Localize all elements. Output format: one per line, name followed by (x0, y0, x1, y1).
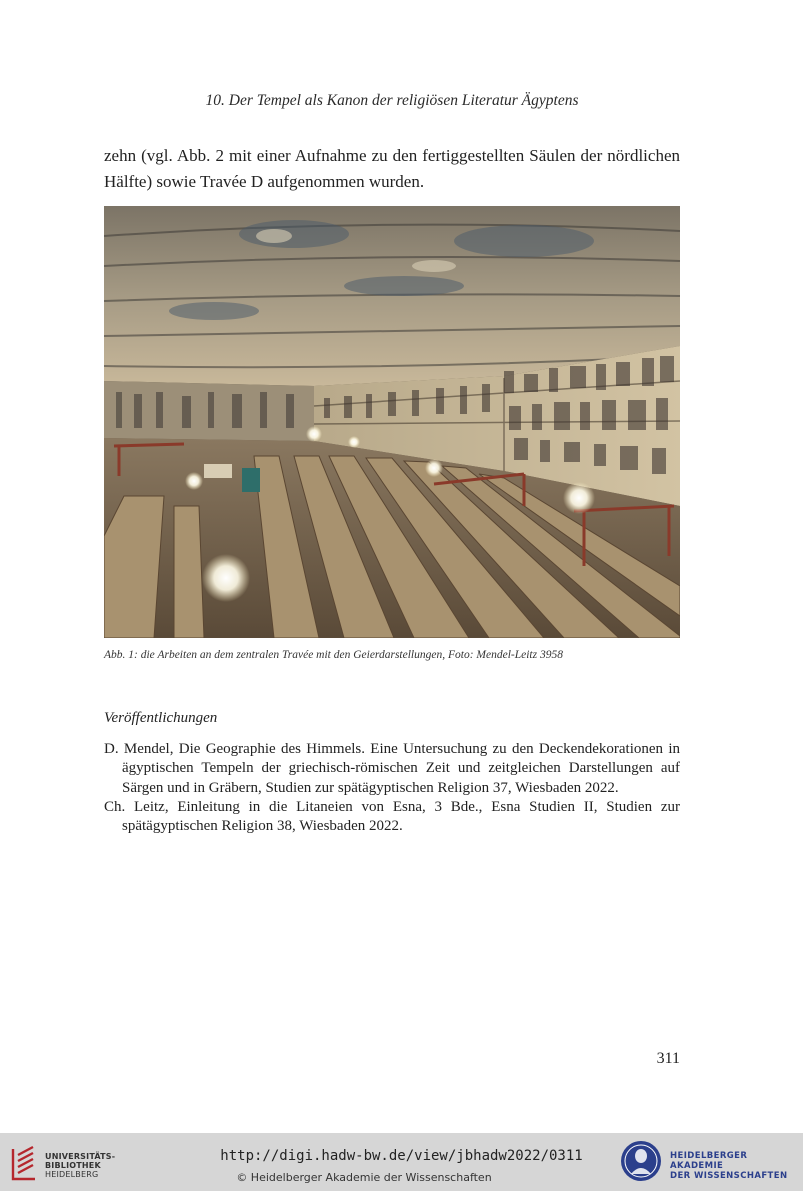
hadw-logo-line2: DER WISSENSCHAFTEN (670, 1171, 788, 1181)
publications-list (104, 740, 680, 836)
figure-caption: Abb. 1: die Arbeiten an dem zentralen Travée mit den Geierdarstellungen, Foto: Mendel-Leitz 3958 (104, 649, 563, 661)
running-title: 10. Der Tempel als Kanon der religiösen Literatur Ägyptens (205, 92, 579, 109)
page-number: 311 (656, 1050, 680, 1067)
intro-paragraph: zehn (vgl. Abb. 2 mit einer Aufnahme zu den fertiggestellten Säulen der nördlichen Hälfte) sowie Travée D aufgenommen wurden. (104, 146, 680, 191)
ub-logo-line2: BIBLIOTHEK (45, 1161, 101, 1170)
publication-entry: Ch. Leitz, Einleitung in die Litaneien von Esna, 3 Bde., Esna Studien II, Studien zur spätägyptischen Religion 38, Wiesbaden 2022. (104, 798, 680, 835)
permalink-url[interactable]: http://digi.hadw-bw.de/view/jbhadw2022/0311 (220, 1148, 583, 1164)
publications-heading: Veröffentlichungen (104, 710, 218, 726)
temple-ceiling-photo (104, 206, 680, 638)
digitization-footer (0, 1133, 803, 1191)
ub-logo-line1: UNIVERSITÄTS- (45, 1152, 116, 1161)
copyright-notice: © Heidelberger Akademie der Wissenschaften (236, 1171, 492, 1184)
hadw-logo-line1: HEIDELBERGER AKADEMIE (670, 1151, 748, 1171)
hadw-seal-icon (620, 1140, 662, 1182)
publication-entry: D. Mendel, Die Geographie des Himmels. Eine Untersuchung zu den Deckendekorationen in ägyptischen Tempeln der griechisch-römischen Zeit und zeitgleichen Darstellungen auf Särgen und in Gräbern, Studien zur spätägyptischen Religion 37, Wiesbaden 2022. (104, 741, 680, 796)
ub-logo-line3: HEIDELBERG (45, 1170, 99, 1179)
hadw-logo[interactable] (620, 1140, 800, 1184)
